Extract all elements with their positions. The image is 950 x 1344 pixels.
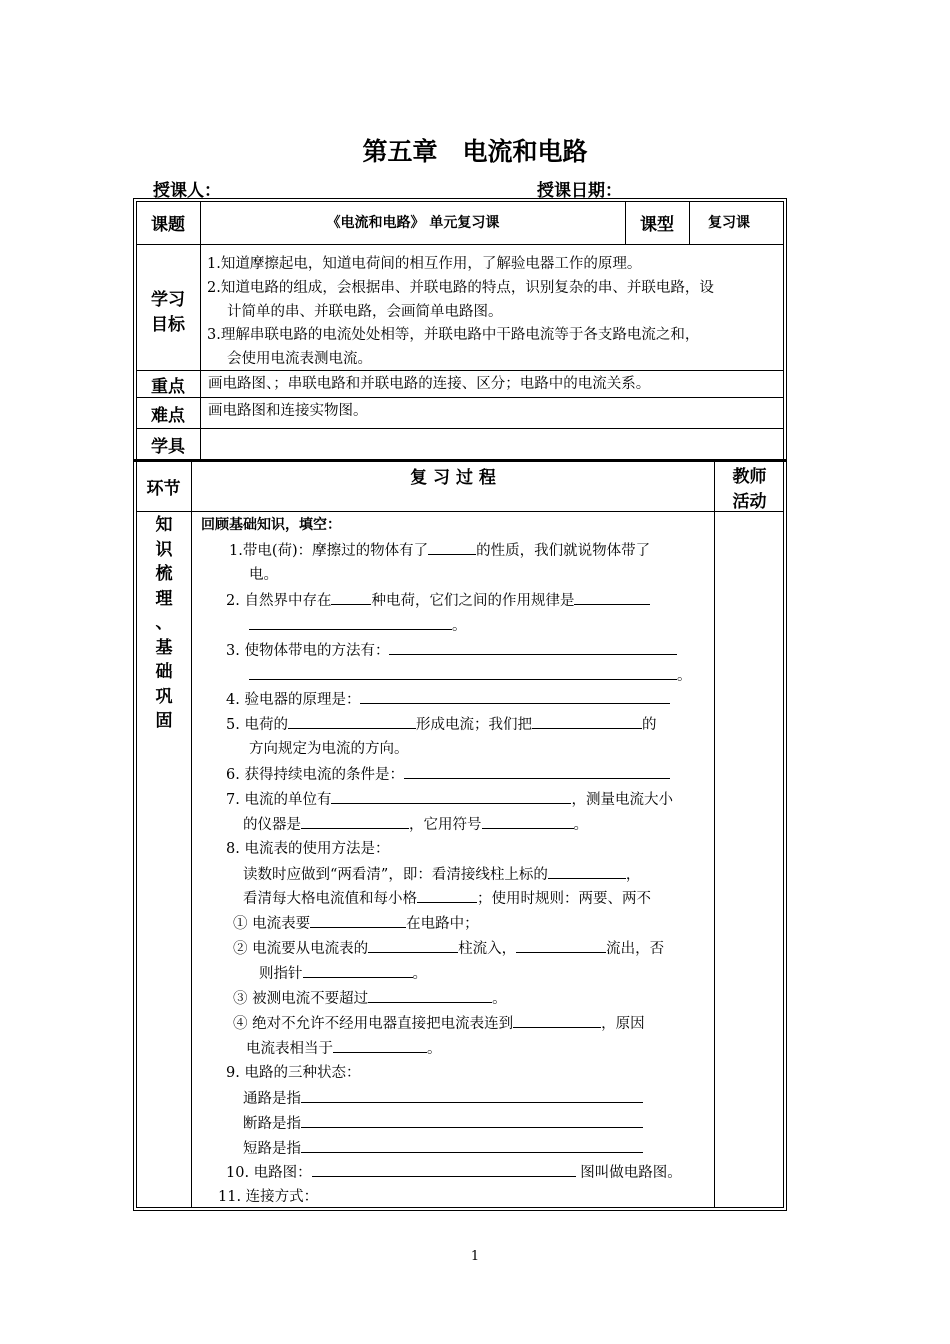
state-short: 短路是指 bbox=[243, 1139, 643, 1158]
goal-line: 3.理解串联电路的电流处处相等，并联电路中干路电流等于各支路电流之和， bbox=[207, 327, 700, 343]
type-value: 复习课 bbox=[708, 215, 750, 231]
col-divider bbox=[714, 461, 715, 1208]
state-open: 断路是指 bbox=[243, 1114, 643, 1133]
blank[interactable] bbox=[513, 1014, 601, 1028]
rule-4-cont: 电流表相当于 。 bbox=[246, 1041, 442, 1057]
blank[interactable] bbox=[574, 591, 650, 605]
rule-2: ② 电流要从电流表的 柱流入， 流出，否 bbox=[233, 941, 665, 957]
question-6: 6. 获得持续电流的条件是： bbox=[226, 765, 670, 784]
tools-label: 学具 bbox=[151, 437, 185, 457]
question-8-rule: 看清每大格电流值和每小格 ；使用时规则：两要、两不 bbox=[243, 891, 651, 907]
goals-label-1: 学习 bbox=[151, 289, 185, 310]
blank[interactable] bbox=[301, 1089, 643, 1103]
stage-label: 环节 bbox=[146, 479, 181, 499]
question-1: 1.带电(荷)：摩擦过的物体有了 的性质，我们就说物体带了 bbox=[229, 543, 651, 559]
question-2: 2. 自然界中存在 种电荷，它们之间的作用规律是 bbox=[226, 591, 650, 610]
blank[interactable] bbox=[303, 964, 413, 978]
key-label: 重点 bbox=[151, 376, 185, 397]
rule-1: ① 电流表要 在电路中； bbox=[233, 916, 479, 932]
row-divider bbox=[136, 428, 784, 429]
blank[interactable] bbox=[548, 865, 626, 879]
difficult-value: 画电路图和连接实物图。 bbox=[208, 403, 368, 419]
blank[interactable] bbox=[301, 1139, 643, 1153]
blank[interactable] bbox=[428, 541, 476, 555]
stage-name: 知 识 梳 理 、 基 础 巩 固 bbox=[155, 515, 173, 731]
row-divider bbox=[136, 397, 784, 398]
question-3-cont: 。 bbox=[249, 666, 692, 685]
question-4: 4. 验电器的原理是： bbox=[226, 690, 670, 709]
blank[interactable] bbox=[331, 790, 571, 804]
goal-line: 1.知道摩擦起电，知道电荷间的相互作用，了解验电器工作的原理。 bbox=[207, 256, 642, 272]
row-divider bbox=[136, 244, 784, 245]
question-5-cont: 方向规定为电流的方向。 bbox=[249, 741, 409, 757]
blank[interactable] bbox=[331, 591, 371, 605]
blank[interactable] bbox=[482, 815, 574, 829]
rule-4: ④ 绝对不允许不经用电器直接把电流表连到 ，原因 bbox=[233, 1016, 645, 1032]
row-divider bbox=[136, 370, 784, 371]
question-2-cont: 。 bbox=[249, 616, 467, 635]
blank[interactable] bbox=[360, 690, 670, 704]
topic-label: 课题 bbox=[151, 215, 185, 235]
teacher-activity-label-2: 活动 bbox=[732, 491, 767, 512]
row-divider bbox=[136, 511, 784, 512]
question-11: 11. 连接方式： bbox=[218, 1189, 319, 1205]
blank[interactable] bbox=[368, 989, 492, 1003]
teacher-label: 授课人： bbox=[153, 181, 221, 201]
question-7: 7. 电流的单位有 ，测量电流大小 bbox=[226, 792, 673, 808]
question-7-cont: 的仪器是 ，它用符号 。 bbox=[243, 817, 588, 833]
goals-label-2: 目标 bbox=[151, 314, 185, 335]
review-intro: 回顾基础知识，填空： bbox=[201, 517, 341, 533]
blank[interactable] bbox=[417, 889, 477, 903]
type-label: 课型 bbox=[640, 215, 674, 235]
question-8-read: 读数时应做到“两看清”，即：看清接线柱上标的 ， bbox=[243, 867, 641, 883]
goal-line: 会使用电流表测电流。 bbox=[227, 351, 372, 367]
blank[interactable] bbox=[288, 715, 416, 729]
blank[interactable] bbox=[516, 939, 606, 953]
blank[interactable] bbox=[333, 1039, 427, 1053]
question-5: 5. 电荷的 形成电流；我们把 的 bbox=[226, 717, 657, 733]
question-8: 8. 电流表的使用方法是： bbox=[226, 841, 390, 857]
question-3: 3. 使物体带电的方法有： bbox=[226, 641, 677, 660]
document-title: 第五章 电流和电路 bbox=[362, 137, 588, 166]
question-1-cont: 电。 bbox=[249, 567, 278, 583]
blank[interactable] bbox=[404, 765, 670, 779]
blank[interactable] bbox=[532, 715, 642, 729]
question-9: 9. 电路的三种状态： bbox=[226, 1065, 361, 1081]
page-number: 1 bbox=[470, 1249, 480, 1264]
key-value: 画电路图、；串联电路和并联电路的连接、区分；电路中的电流关系。 bbox=[208, 376, 651, 392]
blank[interactable] bbox=[310, 914, 406, 928]
blank[interactable] bbox=[301, 1114, 643, 1128]
rule-3: ③ 被测电流不要超过 。 bbox=[233, 991, 507, 1007]
col-divider bbox=[200, 201, 201, 460]
state-closed: 通路是指 bbox=[243, 1089, 643, 1108]
col-divider bbox=[191, 461, 192, 1208]
rule-2-cont: 则指针 。 bbox=[259, 966, 427, 982]
teacher-activity-label-1: 教师 bbox=[732, 466, 767, 487]
blank[interactable] bbox=[312, 1163, 576, 1177]
difficult-label: 难点 bbox=[151, 405, 185, 426]
topic-value: 《电流和电路》 单元复习课 bbox=[326, 215, 500, 231]
goal-line: 计简单的串、并联电路，会画简单电路图。 bbox=[227, 304, 503, 320]
blank[interactable] bbox=[301, 815, 409, 829]
process-label: 复 习 过 程 bbox=[410, 467, 496, 488]
blank[interactable] bbox=[249, 666, 677, 680]
blank[interactable] bbox=[389, 641, 677, 655]
blank[interactable] bbox=[249, 616, 452, 630]
date-label: 授课日期： bbox=[537, 181, 622, 201]
blank[interactable] bbox=[368, 939, 458, 953]
goal-line: 2.知道电路的组成，会根据串、并联电路的特点，识别复杂的串、并联电路，设 bbox=[207, 280, 714, 296]
question-10: 10. 电路图： 图叫做电路图。 bbox=[226, 1165, 682, 1181]
